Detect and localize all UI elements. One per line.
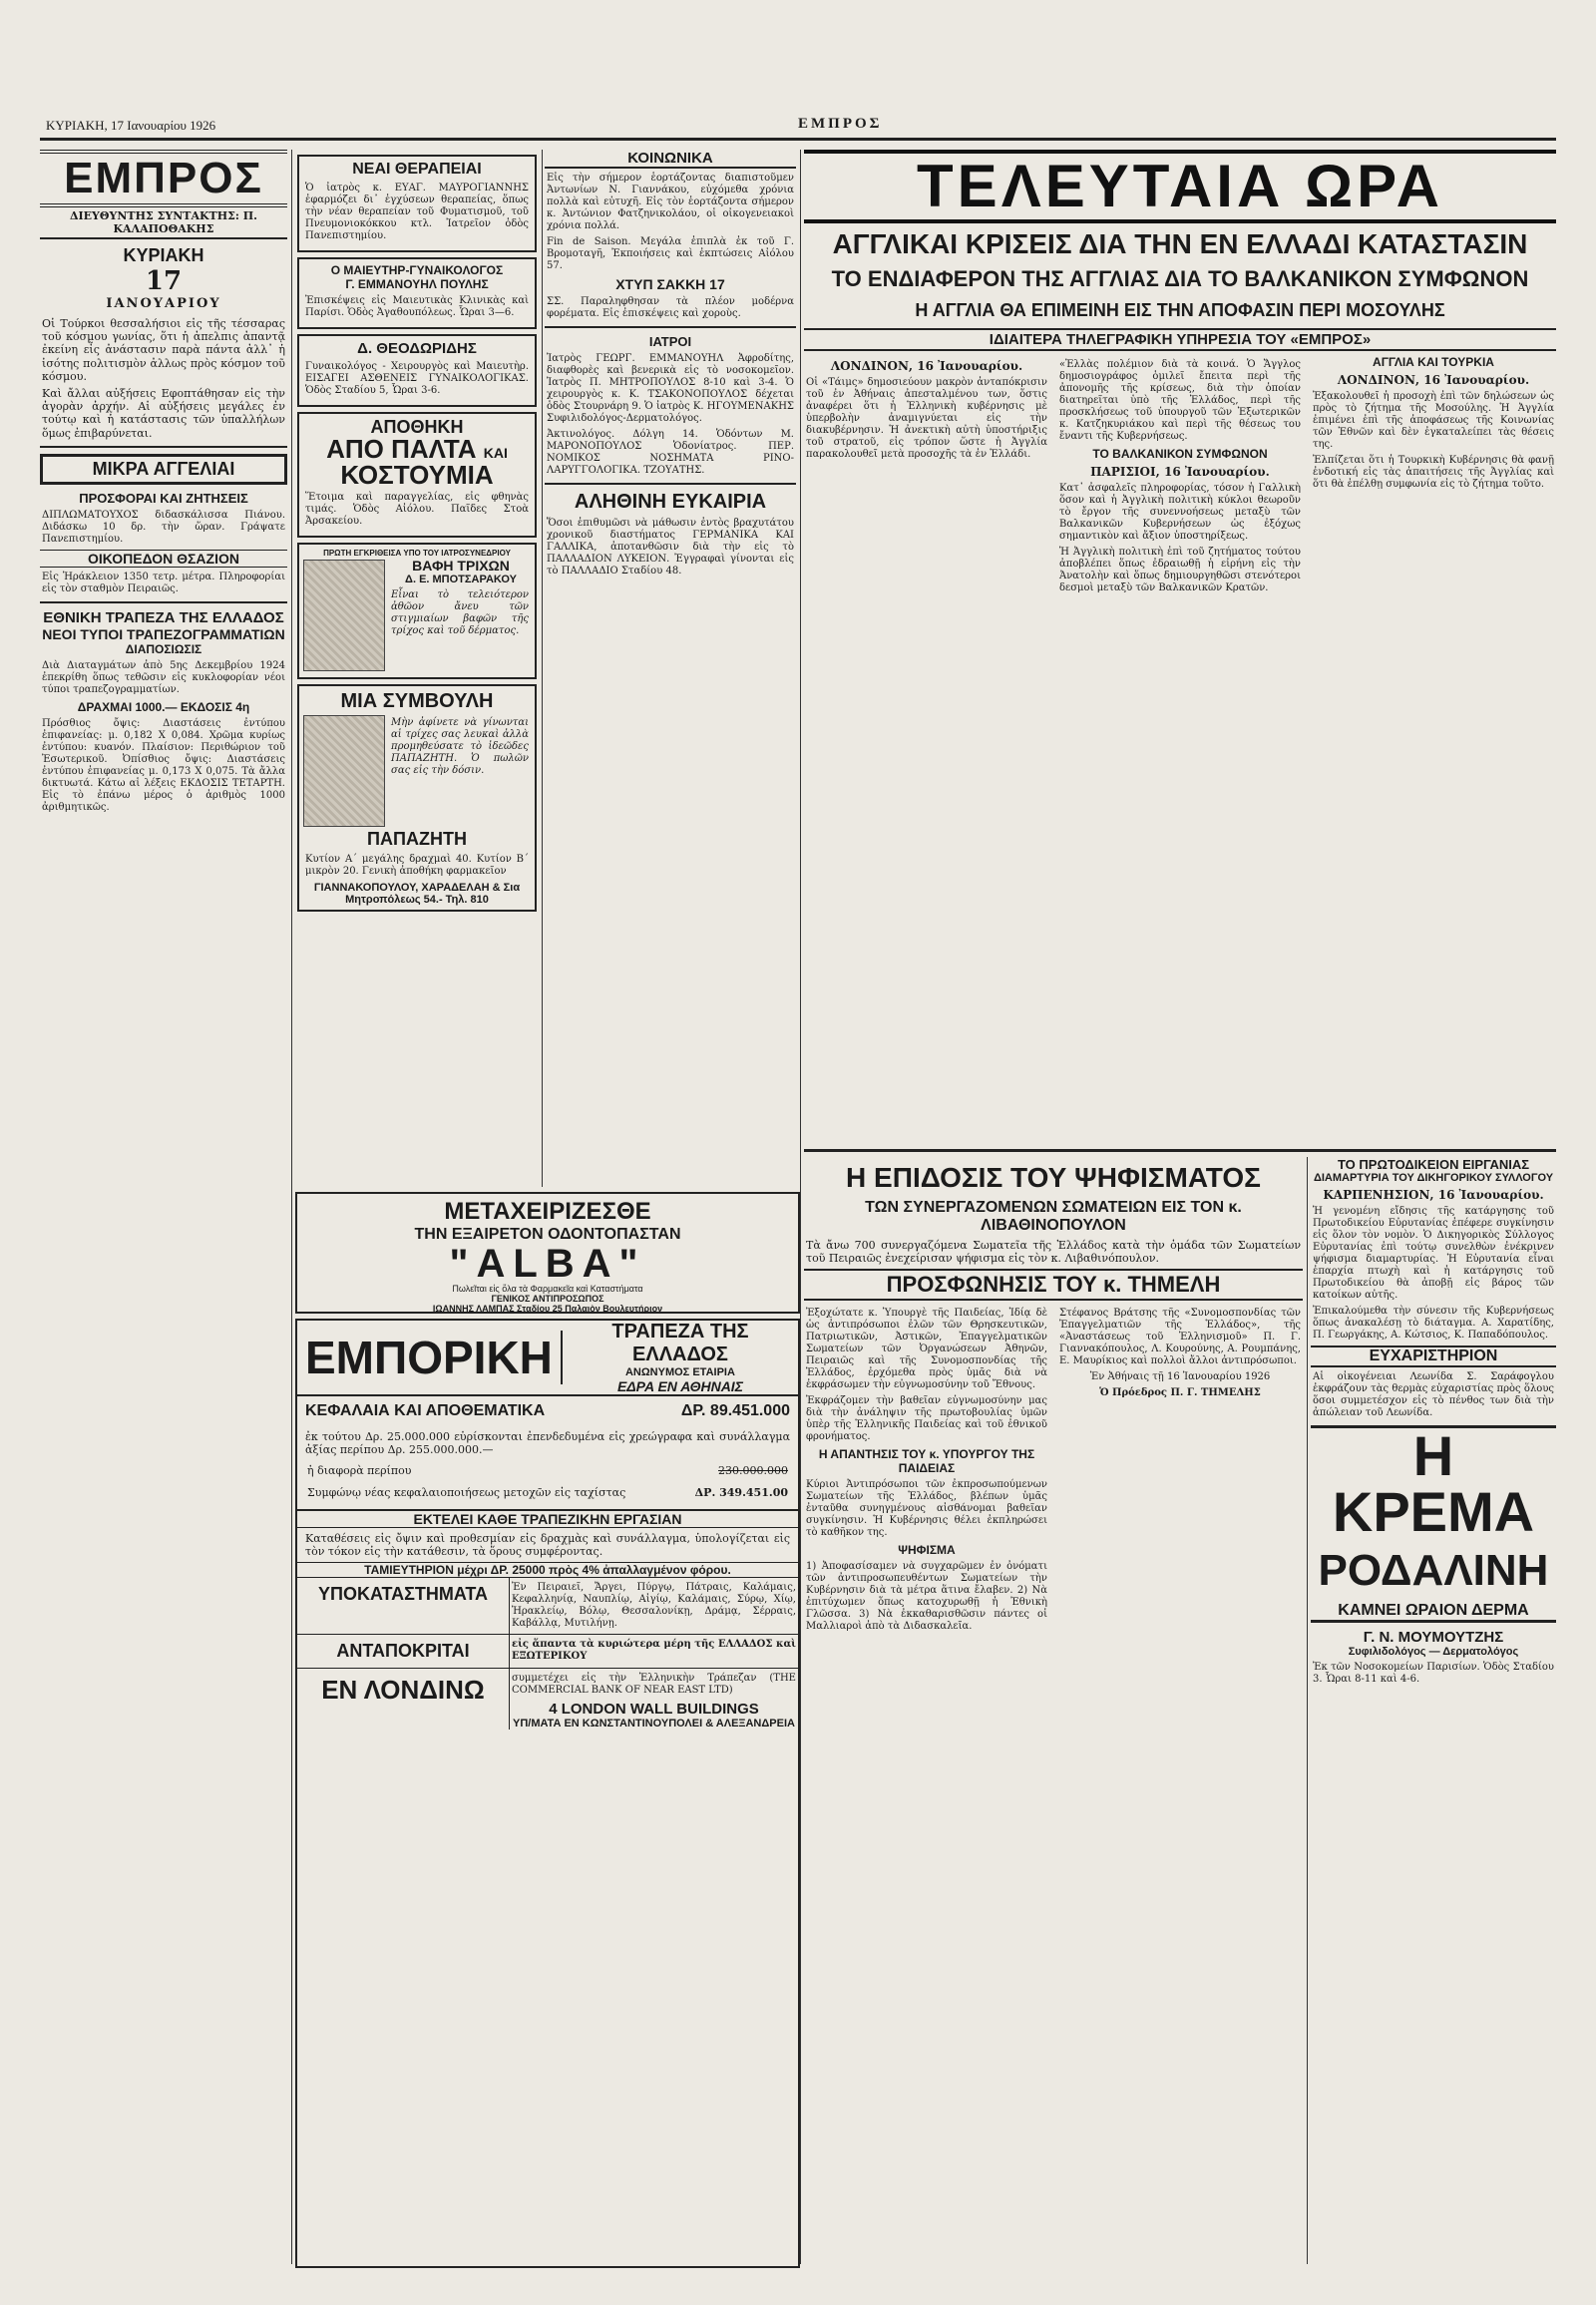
iatroi-text-2: Ἀκτινολόγος. Δόλγη 14. Ὁδόντων Μ. ΜΑΡΟΝΟΠΟΥΛΟΣ Ὁδονίατρος. ΠΕΡ. ΝΟΜΙΚΟΣ ΝΟΣΗΜΑΤΑ ΡΙΝΟ-ΛΑΡΥΓΓΟΛΟΓΙΚΑ. ΤΖΟΥΑΤΗΣ.	[547, 429, 794, 476]
national-bank-subtitle-2: ΔΙΑΠΟΣΙΩΣΙΣ	[125, 641, 202, 656]
ad-symvouli-addr: ΓΙΑΝΝΑΚΟΠΟΥΛΟΥ, ΧΑΡΑΔΕΛΑΗ & Σια	[313, 882, 521, 894]
national-bank-text: Διὰ Διαταγμάτων ἀπὸ 5ης Δεκεμβρίου 1924 ἐπεκρίθη ὅπως τεθῶσιν εἰς κυκλοφορίαν νέοι τύποι τραπεζογραμματίων.	[42, 659, 285, 695]
column-rule	[291, 150, 292, 2264]
month-name: ΙΑΝΟΥΑΡΙΟΥ	[106, 296, 221, 311]
alba-line3: Πωλεῖται εἰς ὅλα τὰ Φαρμακεῖα καὶ Καταστήματα	[452, 1284, 643, 1294]
ad-maieutir-title: Ο ΜΑΙΕΥΤΗΡ-ΓΥΝΑΙΚΟΛΟΓΟΣ	[330, 263, 504, 277]
day-name: ΚΥΡΙΑΚΗ	[123, 245, 204, 265]
emporiki-text3: Συμφώνῳ νέας κεφαλαιοποιήσεως μετοχῶν εἰς ταχίστας	[307, 1485, 626, 1499]
ad-vafi-pre: ΠΡΩΤΗ ΕΓΚΡΙΘΕΙΣΑ ΥΠΟ ΤΟΥ ΙΑΤΡΟΣΥΝΕΔΡΙΟΥ	[323, 549, 511, 558]
apantisi-heading: Η ΑΠΑΝΤΗΣΙΣ ΤΟΥ κ. ΥΠΟΥΡΓΟΥ ΤΗΣ ΠΑΙΔΕΙΑΣ	[818, 1447, 1035, 1476]
ad-emporiki-bank	[295, 1319, 800, 2268]
fin-de-saison-text: Fin de Saison. Μεγάλα ἐπιπλὰ ἐκ τοῦ Γ. Βρομοταγῆ, Ἐκποιήσεις καὶ ἐκπτώσεις Αἰόλου 57.	[547, 236, 794, 271]
ad-palta-text: Ἕτοιμα καὶ παραγγελίας, εἰς φθηνὰς τιμάς. Ὁδὸς Αἰόλου. Παῖδες Στοὰ Ἀρσακείου.	[305, 492, 529, 527]
ad-vafi-name: Δ. Ε. ΜΠΟΤΣΑΡΑΚΟΥ	[405, 574, 517, 585]
alba-line1: ΜΕΤΑΧΕΙΡΙΖΕΣΘΕ	[444, 1198, 651, 1225]
ad-palta-line4: ΚΑΙ	[483, 445, 508, 461]
portrait-illustration	[303, 715, 385, 827]
telegraph-subhead: ΙΔΙΑΙΤΕΡΑ ΤΗΛΕΓΡΑΦΙΚΗ ΥΠΗΡΕΣΙΑ ΤΟΥ «ΕΜΠΡΟΣ»	[804, 328, 1556, 351]
krema-line2: ΡΟΔΑΛΙΝΗ	[1318, 1546, 1549, 1595]
xtyp-heading: ΧΤΥΠ ΣΑΚΚΗ 17	[615, 276, 725, 292]
emporiki-title: ΤΡΑΠΕΖΑ ΤΗΣ ΕΛΛΑΔΟΣ	[611, 1321, 749, 1365]
balkan-pact-heading: ΤΟ ΒΑΛΚΑΝΙΚΟΝ ΣΥΜΦΩΝΟΝ	[1092, 447, 1268, 461]
president-signature: Ὁ Πρόεδρος Π. Γ. ΤΗΜΕΛΗΣ	[1099, 1387, 1261, 1399]
ad-papazit: ΠΑΠΑΖΗΤΗ	[367, 829, 467, 849]
doctor-specialty: Συφιλιδολόγος — Δερματολόγος	[1348, 1646, 1519, 1658]
running-date: ΚΥΡΙΑΚΗ, 17 Ιανουαρίου 1926	[46, 118, 216, 133]
column-psifisma	[804, 1157, 1303, 2264]
headline-synergazomena: ΤΩΝ ΣΥΝΕΡΓΑΖΟΜΕΝΩΝ ΣΩΜΑΤΕΙΩΝ ΕΙΣ ΤΟΝ κ. ΛΙΒΑΘΙΝΟΠΟΥΛΟΝ	[865, 1199, 1242, 1234]
alba-line2: ΤΗΝ ΕΞΑΙΡΕΤΟΝ ΟΔΟΝΤΟΠΑΣΤΑΝ	[414, 1226, 681, 1243]
ad-vafi-trixon	[297, 543, 537, 679]
emporiki-ypokat-list: Ἐν Πειραιεῖ, Ἄργει, Πύργῳ, Πάτραις, Καλάμαις, Κεφαλληνίᾳ, Ναυπλίῳ, Αἰγίῳ, Καλάμαις, Σύρῳ, Χίῳ, Ἡρακλείῳ, Βόλῳ, Θεσσαλονίκῃ, Δράμᾳ, Σέρραις, Καβάλλᾳ, Μυτιλήνῃ.	[512, 1582, 796, 1630]
masthead: ΕΜΠΡΟΣ	[40, 150, 287, 207]
column-rule	[542, 150, 543, 1187]
alithini-eukairia-text: Ὅσοι ἐπιθυμῶσι νὰ μάθωσιν ἐντὸς βραχυτάτου χρονικοῦ διαστήματος ΓΕΡΜΑΝΙΚΑ ΚΑΙ ΓΑΛΛΙΚΑ, ἀποτανθῶσιν διὰ τὴν εἰς τὸ ΠΑΛΛΑΔΙΟΝ ΛΥΚΕΙΟΝ. Ἐγγραφαὶ γίνονται εἰς τὸ ΠΑΛΛΑΔΙΟ Σταδίου 48.	[547, 518, 794, 576]
emporiki-antapok: ΑΝΤΑΠΟΚΡΙΤΑΙ	[297, 1635, 510, 1668]
ad-alba-toothpaste	[295, 1192, 800, 1314]
news-text-5: Ἐξακολουθεῖ ἡ προσοχὴ ἐπὶ τῶν δηλώσεων ὡς πρὸς τὸ ζήτημα τῆς Μοσούλης. Ἡ Ἀγγλία ἐπιμένει ἐπὶ τῆς ἀποφάσεως τῆς Κοινωνίας τῶν Ἐθνῶν καὶ δὲν ἐγκαταλείπει τὰς θέσεις της.	[1313, 391, 1554, 450]
ad-palta-line3: ΠΑΛΤΑ	[391, 434, 477, 464]
emporiki-sub: ΑΝΩΝΥΜΟΣ ΕΤΑΙΡΙΑ	[624, 1366, 735, 1378]
emporiki-value3: ΔΡ. 349.451.00	[694, 1485, 788, 1499]
date-block	[40, 245, 287, 311]
emporiki-ypokat: ΥΠΟΚΑΤΑΣΤΗΜΑΤΑ	[297, 1578, 510, 1634]
ad-neai-text: Ὁ ἰατρὸς κ. ΕΥΑΓ. ΜΑΥΡΟΓΙΑΝΝΗΣ ἐφαρμόζει δι᾿ ἐγχύσεων θεραπείας, ὅπως τὴν νέαν θεραπείαν τοῦ Φυματισμοῦ, τοῦ Πνευμονιοκόκκου κτλ. Ἰατρεῖον ὁδὸς Πανεπιστημίου.	[305, 183, 529, 241]
ad-maieutir-text: Ἐπισκέψεις εἰς Μαιευτικὰς Κλινικὰς καὶ Παρίσι. Ὁδὸς Ἀγαθουπόλεως. Ὧραι 3—6.	[305, 295, 529, 318]
ad-theodoridis	[297, 334, 537, 407]
protodikeio-text-1: Ἡ γενομένη εἴδησις τῆς κατάργησης τοῦ Πρωτοδικείου Εὐρυτανίας ἐπέφερε συγκίνησιν εἰς ὅλον τὸν νομὸν. Ὁ Δικηγορικὸς Σύλλογος Εὐρυτανίας ἐπὶ τούτῳ συνελθὼν ἐνέκρινεν ψήφισμα διαμαρτυρίας. Ἡ Εὐρυτανία εἶναι ἐπαρχία πτωχὴ καὶ ἡ κατάργησις τοῦ Πρωτοδικείου θὰ ἀποβῇ εἰς βάρος τῶν κατοίκων αὐτῆς.	[1313, 1206, 1554, 1301]
iatroi-heading: ΙΑΤΡΟΙ	[648, 334, 692, 349]
ad-theodoridis-text: Γυναικολόγος - Χειρουργὸς καὶ Μαιευτὴρ. ΕΙΣΑΓΕΙ ΑΣΘΕΝΕΙΣ ΓΥΝΑΙΚΟΛΟΓΙΚΑΣ. Ὁδὸς Σταδίου 5, Ὧραι 3-6.	[305, 361, 529, 396]
ad-vafi-text: Εἶναι τὸ τελειότερον ἀθῶον ἄνευ τῶν στιγμιαίων βαφῶν τῆς τρίχος καὶ τοῦ δέρματος.	[391, 589, 529, 636]
alithini-eukairia-heading: ΑΛΗΘΙΝΗ ΕΥΚΑΙΡΙΑ	[574, 491, 767, 513]
iatroi-text: Ἰατρὸς ΓΕΩΡΓ. ΕΜΜΑΝΟΥΗΛ Ἀφροδίτης, διαφθορὲς καὶ βενερικὰ εἰς τὸ νοσοκομεῖον. Ἰατρὸς Π. ΜΗΤΡΟΠΟΥΛΟΣ 8-10 καὶ 3-4. Ὁ χειρουργὸς κ. Κ. ΤΣΑΚΟΝΟΠΟΥΛΟΣ δέχεται ὁδὸς Στουρνάρη 9. Ὁ ἰατρὸς Κ. ΗΓΟΥΜΕΝΑΚΗΣ Συφιλιδολόγος-Δερματολόγος.	[547, 353, 794, 424]
koinonika-text: Εἰς τὴν σήμερον ἑορτάζοντας διαπιστοῦμεν Ἀντωνίων Ν. Γιαννάκου, εὐχόμεθα χρόνια πολλὰ καὶ εὐτυχῆ. Εἰς τὸν ἑορτάζοντα σήμερον κ. Ἀντώνιον Φατζηνικολάου, οἱ οἰκογενειακοὶ χρόνια πολλά.	[547, 173, 794, 231]
emporiki-antapok-text: εἰς ἅπαντα τὰ κυριώτερα μέρη τῆς ΕΛΛΑΔΟΣ καὶ ΕΞΩΤΕΡΙΚΟΥ	[512, 1639, 796, 1663]
national-bank-title: ΕΘΝΙΚΗ ΤΡΑΠΕΖΑ ΤΗΣ ΕΛΛΑΔΟΣ	[43, 608, 284, 626]
headline-endiaferon: ΤΟ ΕΝΔΙΑΦΕΡΟΝ ΤΗΣ ΑΓΓΛΙΑΣ ΔΙΑ ΤΟ ΒΑΛΚΑΝΙΚΟΝ ΣΥΜΦΩΝΟΝ	[831, 266, 1529, 291]
ad-vafi-title: ΒΑΦΗ ΤΡΙΧΩΝ	[412, 558, 510, 574]
efxaristirion-text: Αἱ οἰκογένειαι Λεωνίδα Σ. Σαράφογλου ἐκφράζουν τὰς θερμὰς εὐχαριστίας πρὸς ὅλους ὅσοι συμμετέσχον εἰς τὸ πένθος των διὰ τὴν ἀπώλειαν τοῦ Λεωνίδα.	[1313, 1371, 1554, 1418]
dateline-paris: ΠΑΡΙΣΙΟΙ, 16 Ἰανουαρίου.	[1090, 465, 1270, 479]
emporiki-addr: 4 LONDON WALL BUILDINGS	[549, 1701, 759, 1719]
oikopedon-text: Εἰς Ἡράκλειον 1350 τετρ. μέτρα. Πληροφορίαι εἰς τὸν σταθμὸν Πειραιῶς.	[42, 571, 285, 594]
column-rule	[1307, 1157, 1308, 2264]
krema-line3: ΚΑΜΝΕΙ ΩΡΑΙΟΝ ΔΕΡΜΑ	[1338, 1602, 1529, 1619]
protodikeio-subheading: ΔΙΑΜΑΡΤΥΡΙΑ ΤΟΥ ΔΙΚΗΓΟΡΙΚΟΥ ΣΥΛΛΟΓΟΥ	[1313, 1172, 1554, 1184]
emporiki-edra: ΕΔΡΑ ΕΝ ΑΘΗΝΑΙΣ	[616, 1378, 743, 1394]
psifisma-heading: ΨΗΦΙΣΜΑ	[898, 1543, 956, 1558]
koinonika-heading: ΚΟΙΝΩΝΙΚΑ	[545, 150, 796, 169]
doctor-text: Ἐκ τῶν Νοσοκομείων Παρισίων. Ὁδὸς Σταδίου 3. Ὧραι 8-11 καὶ 4-6.	[1313, 1662, 1554, 1685]
dateline-london: ΛΟΝΔΙΝΟΝ, 16 Ἰανουαρίου.	[830, 359, 1023, 373]
emporiki-london-text: συμμετέχει εἰς τὴν Ἑλληνικὴν Τράπεζαν (THE COMMERCIAL BANK OF NEAR EAST LTD)	[512, 1673, 796, 1697]
column-social	[545, 150, 796, 1187]
dateline-karpenisi: ΚΑΡΠΕΝΗΣΙΟΝ, 16 Ἰανουαρίου.	[1323, 1188, 1544, 1202]
ad-neai-title: ΝΕΑΙ ΘΕΡΑΠΕΙΑΙ	[352, 161, 482, 178]
headline-prosfonisis: ΠΡΟΣΦΩΝΗΣΙΣ ΤΟΥ κ. ΤΗΜΕΛΗ	[804, 1269, 1303, 1301]
efxaristirion-heading: ΕΥΧΑΡΙΣΤΗΡΙΟΝ	[1311, 1345, 1556, 1367]
ad-neai-therapeiai	[297, 155, 537, 252]
apantisi-text: Κύριοι Ἀντιπρόσωποι τῶν ἐκπροσωπούμενων Σωματείων τῆς Ἑλλάδος, βλέπων ὑμᾶς ἐνταῦθα συνηγμένους αἰσθάνομαι βαθεῖαν συγκίνησιν. Ἡ Κυβέρνησις θέλει ἐκπληρώσει τὸ καθῆκον της.	[806, 1479, 1047, 1539]
psifisma-text: 1) Ἀποφασίσαμεν νὰ συγχαρῶμεν ἐν ὀνόματι τῶν ἀντιπροσωπευθέντων Σωματείων τὴν Κυβέρνησιν διὰ τὰ μέτρα ἅτινα ἔλαβεν. 2) Νὰ ἐπιτύχωμεν ὅπως κατοχυρωθῇ ἡ Ἐθνικὴ Γλῶσσα. 3) Νὰ ἐκκαθαρισθῶσιν πάντες οἱ Μαλλιαροὶ ἀπὸ τὰ Διδασκαλεῖα.	[806, 1561, 1047, 1633]
ad-symvouli	[297, 684, 537, 912]
doctor-name: Γ. Ν. ΜΟΥΜΟΥΤΖΗΣ	[1363, 1629, 1504, 1646]
drachmai-heading: ΔΡΑΧΜΑΙ 1000.— ΕΚΔΟΣΙΣ 4η	[77, 699, 250, 714]
prosfonisis-text-2: Ἐκφράζομεν τὴν βαθεῖαν εὐγνωμοσύνην μας διὰ τὴν ἀνάληψιν τῆς πρωτοβουλίας ὑμῶν ὑπὲρ τῆς Ἑλληνικῆς Παιδείας καὶ τοῦ ἐθνικοῦ φρονήματος.	[806, 1395, 1047, 1443]
protodikeio-heading: ΤΟ ΠΡΩΤΟΔΙΚΕΙΟΝ ΕΙΡΓΑΝΙΑΣ	[1337, 1157, 1530, 1172]
running-header	[40, 116, 1556, 141]
ad-maieutir-name: Γ. ΕΜΜΑΝΟΥΗΛ ΠΟΥΛΗΣ	[345, 277, 489, 291]
emporiki-london: ΕΝ ΛΟΝΔΙΝΩ	[297, 1669, 510, 1729]
national-bank-text-2: Πρόσθιος ὄψις: Διαστάσεις ἐντύπου ἐπιφανείας: μ. 0,182 Χ 0,084. Χρῶμα κυρίως ἐντύπου: κυανόν. Πλαίσιον: Περιθώριον τοῦ Ἐσωτερικοῦ. Ὀπίσθιος ὄψις: Διαστάσεις ἐντύπου ἐπιφανείας μ. 0,173 Χ 0,075. Τὰ ἄλλα δικτυωτά. Κάτω αἱ λέξεις ΕΚΔΟΣΙΣ ΤΕΤΑΡΤΗ. Εἰς τὸ ἐπάνω μέρος ὁ ἀριθμὸς 1000 ἀριθμητικῶς.	[42, 717, 285, 813]
ad-palta-kostoumia	[297, 412, 537, 538]
ad-symvouli-text2: Κυτίον Α΄ μεγάλης δραχμαὶ 40. Κυτίον Β΄ μικρὸν 20. Γενικὴ ἀποθήκη φαρμακεῖον	[305, 854, 529, 877]
xtyp-text: ΣΣ. Παραληφθησαν τὰ πλέον μοδέρνα φορέματα. Εἰς ἐπισκέψεις καὶ χοροὺς.	[547, 296, 794, 319]
emporiki-value2: 230.000.000	[718, 1464, 788, 1478]
emporiki-text2: ἡ διαφορὰ περίπου	[307, 1464, 412, 1478]
protodikeio-text-2: Ἐπικαλούμεθα τὴν σύνεσιν τῆς Κυβερνήσεως ὅπως ἀνακαλέσῃ τὸ διάταγμα. Α. Χαρατίδης, Π. Γεωργάκης, Α. Κώτσιος, Κ. Παπαδόπουλος.	[1313, 1306, 1554, 1341]
alba-line4: ΓΕΝΙΚΟΣ ΑΝΤΙΠΡΟΣΩΠΟΣ	[491, 1294, 604, 1304]
headline-mosouli: Η ΑΓΓΛΙΑ ΘΑ ΕΠΙΜΕΙΝΗ ΕΙΣ ΤΗΝ ΑΠΟΦΑΣΙΝ ΠΕΡΙ ΜΟΣΟΥΛΗΣ	[915, 300, 1445, 320]
ad-krema-rodalini	[1311, 1425, 1556, 1623]
emporiki-text1: ἐκ τούτου Δρ. 25.000.000 εὑρίσκονται ἐπενδεδυμένα εἰς χρεώγραφα καὶ συνάλλαγμα ἀξίας περίπου Δρ. 255.000.000.—	[305, 1430, 790, 1457]
running-paper-name: ΕΜΠΡΟΣ	[798, 116, 883, 132]
emporiki-name: ΕΜΠΟΡΙΚΗ	[297, 1331, 563, 1384]
oikopedon-heading: ΟΙΚΟΠΕΔΟΝ ΘΣΑΖΙΟΝ	[40, 550, 287, 568]
krema-line1: Η ΚΡΕΜΑ	[1332, 1424, 1535, 1543]
dateline-london-2: ΛΟΝΔΙΝΟΝ, 16 Ἰανουαρίου.	[1337, 373, 1530, 387]
emporiki-kefalaia-label: ΚΕΦΑΛΑΙΑ ΚΑΙ ΑΠΟΘΕΜΑΤΙΚΑ	[305, 1402, 546, 1419]
emporiki-ops-title: ΕΚΤΕΛΕΙ ΚΑΘΕ ΤΡΑΠΕΖΙΚΗΝ ΕΡΓΑΣΙΑΝ	[297, 1509, 798, 1528]
portrait-illustration	[303, 560, 385, 671]
teleftaia-ora-title: ΤΕΛΕΥΤΑΙΑ ΩΡΑ	[804, 150, 1556, 223]
editorial-text-2: Καὶ ἄλλαι αὐξήσεις Εφοπτάθησαν εἰς τὴν ἀγορὰν ἀρχήν. Αἱ αὐξήσεις μεγάλες ἐν τούτῳ καὶ ἡ κατάστασις τῶν ὑπαλλήλων ὅμως ἐπιβαρύνεται.	[42, 386, 285, 440]
signatories-text: Στέφανος Βράτσης τῆς «Συνομοσπονδίας τῶν Ἐπαγγελματιῶν τῆς Ἑλλάδος», τῆς «Ἀναστάσεως τοῦ Ἑλληνισμοῦ» Π. Γ. Γιαννακόπουλος, Λ. Κουρούνης, Α. Ρουμπάνης, Ε. Μαυρίκιος καὶ πολλοὶ ἄλλοι ἀντιπρόσωποι.	[1059, 1308, 1301, 1367]
latest-news-section	[804, 150, 1556, 1147]
ad-maieutir	[297, 257, 537, 329]
close-date: Ἐν Ἀθήναις τῇ 16 Ἰανουαρίου 1926	[1089, 1371, 1271, 1383]
section-rule	[804, 1149, 1556, 1152]
alba-brand: "ALBA"	[449, 1242, 646, 1286]
anglia-tourkia-heading: ΑΓΓΛΙΑ ΚΑΙ ΤΟΥΡΚΙΑ	[1373, 355, 1494, 369]
ad-palta-line1: ΑΠΟΘΗΚΗ	[370, 417, 464, 437]
ad-theodoridis-name: Δ. ΘΕΟΔΩΡΙΔΗΣ	[357, 340, 477, 357]
news-text-2: «Ἑλλὰς πολέμιον διὰ τὰ κοινά. Ὁ Ἄγγλος δημοσιογράφος ὁμιλεῖ ἔπειτα περὶ τῆς ἀπονομῆς τῆς κρίσεως, διὰ τὴν ὁποίαν διατηρεῖται ὑπὸ τῆς Ἑλλάδος, περὶ τῆς προσκλήσεως τοῦ ὑπουργοῦ τῶν Ἐξωτερικῶν κ. Κατζηκυριάκου καὶ περὶ τῆς θέσεως του ἔναντι τῆς Κυβερνήσεως.	[1059, 359, 1301, 442]
ad-symvouli-addr2: Μητροπόλεως 54.- Τηλ. 810	[345, 894, 489, 906]
news-text-3: Κατ᾿ ἀσφαλεῖς πληροφορίας, τόσον ἡ Γαλλικὴ ὅσον καὶ ἡ Ἀγγλικὴ πολιτικὴ κύκλοι θεωροῦν τὸ ἔργον τῆς συνεννοήσεως μεταξὺ τῶν Βαλκανικῶν Κυβερνήσεων ὡς ἐξόχως σημαντικὸν καὶ ἄξιον ὑποστηρίξεως.	[1059, 483, 1301, 542]
prosfonisis-text-1: Ἐξοχώτατε κ. Ὑπουργὲ τῆς Παιδείας, Ἰδίᾳ δὲ ὡς ἀντιπρόσωποι ἐλῶν τῶν Θρησκευτικῶν, Πατριωτικῶν, Ἀστικῶν, Ἐπαγγελματικῶν Σωματείων τῶν Ὀργανώσεων Ἀθηνῶν, Πειραιῶς καὶ τῆς Συνομοσπονδίας τῆς Ἑλλάδος, ἐρχόμεθα πρὸς ὑμᾶς διὰ νὰ ἐκφράσωμεν τὴν εὐγνωμοσύνην τοῦ Ἔθνους.	[806, 1308, 1047, 1391]
day-number: 17	[145, 266, 183, 296]
column-ads	[295, 150, 539, 1187]
news-text-6: Ἐλπίζεται ὅτι ἡ Τουρκικὴ Κυβέρνησις θὰ φανῇ ἐνδοτική εἰς τὰς ἀπαιτήσεις τῆς Ἀγγλίας καὶ ὅτι θὰ ἐπέλθῃ συμφωνία εἰς τὸ ζήτημα τοῦτο.	[1313, 455, 1554, 490]
ad-symvouli-title: ΜΙΑ ΣΥΜΒΟΥΛΗ	[340, 690, 494, 712]
emporiki-kefalaia-value: ΔΡ. 89.451.000	[680, 1402, 790, 1419]
editorial-text: Οἱ Τούρκοι θεσσαλήσιοι εἰς τῆς τέσσαρας τοῦ κόσμου γωνίας, ὅτι ἡ ἀπελπις ἀπαντᾷ ἐκείνη εἶς ἀνάστασιν παρὰ πάντα ἀλλ᾿ ἡ ἰσότης πολιτισμὸν ἀλλως πρὸς κόσμον τοῦ κόσμου.	[42, 317, 285, 383]
classified-ad: ΔΙΠΛΩΜΑΤΟΥΧΟΣ διδασκάλισσα Πιάνου. Διδάσκω 10 δρ. τὴν ὥραν. Γράψατε Πανεπιστημίου.	[42, 509, 285, 545]
ad-palta-line5: ΚΟΣΤΟΥΜΙΑ	[340, 460, 494, 490]
national-bank-subtitle: ΝΕΟΙ ΤΥΠΟΙ ΤΡΑΠΕΖΟΓΡΑΜΜΑΤΙΩΝ	[42, 625, 285, 642]
ad-symvouli-text: Μὴν ἀφίνετε νὰ γίνωνται αἱ τρίχες σας λευκαὶ ἀλλὰ προμηθεύσατε τὸ ἰδεῶδες ΠΑΠΑΖΗΤΗ. Ὁ πωλῶν σας εἰς τὴν δόσιν.	[391, 717, 529, 776]
emporiki-ops-text: Καταθέσεις εἰς ὄψιν καὶ προθεσμίαν εἰς δραχμὰς καὶ συνάλλαγμα, ὑπολογίζεται εἰς τὸν τόκον εἰς τὴν κατάθεσιν, τὰ ὅρους συμφέροντας.	[305, 1531, 790, 1558]
news-text-4: Ἡ Ἀγγλικὴ πολιτικὴ ἐπὶ τοῦ ζητήματος τούτου ἀποβλέπει ὅπως ἐδραιωθῇ ἡ εἰρήνη εἰς τὴν Ἀνατολὴν καὶ ὅπως δημιουργηθῶσι στενότεροι δεσμοὶ μεταξὺ τῶν Βαλκανικῶν Κρατῶν.	[1059, 547, 1301, 593]
column-left	[40, 150, 287, 2264]
alba-line5: ΙΩΑΝΝΗΣ ΛΑΜΠΑΣ Σταδίου 25 Παλαιὸν Βουλευτήριον	[432, 1304, 663, 1314]
ad-palta-line2: ΑΠΟ	[326, 434, 384, 464]
headline-anglikai-kriseis: ΑΓΓΛΙΚΑΙ ΚΡΙΣΕΙΣ ΔΙΑ ΤΗΝ ΕΝ ΕΛΛΑΔΙ ΚΑΤΑΣΤΑΣΙΝ	[832, 228, 1528, 259]
emporiki-tamieftirion: ΤΑΜΙΕΥΤΗΡΙΟΝ μέχρι ΔΡ. 25000 πρὸς 4% ἀπαλλαγμένον φόρου.	[297, 1562, 798, 1578]
psifisma-intro: Τὰ ἄνω 700 συνεργαζόμενα Σωματεῖα τῆς Ἑλλάδος κατὰ τὴν ὁμάδα τῶν Σωματείων τοῦ Πειραιῶς ἐνεχείρισαν ψήφισμα εἰς τὸν κ. Λιβαθινόπουλον.	[806, 1239, 1301, 1266]
news-text-1: Οἱ «Τάιμς» δημοσιεύουν μακρὸν ἀνταπόκρισιν τοῦ ἐν Ἀθήναις ἀπεσταλμένου των, ὅστις ἀναφέρει ὅτι ἡ Ἑλληνικὴ κυβέρνησις μὲ ὑπερβολὴν ἀναμιγνύεται εἰς τὴν διακυβέρνησιν. Ἡ ἀνεκτικὴ αὐτὴ ὑποστήριξις τοῦ στρατοῦ, εἰς τρόπον ὥστε ἡ Ἀγγλία παρακολουθεῖ μετὰ προσοχῆς τὰ ἐν Ἑλλάδι.	[806, 377, 1047, 460]
emporiki-branches: ΥΠ/ΜΑΤΑ ΕΝ ΚΩΝΣΤΑΝΤΙΝΟΥΠΟΛΕΙ & ΑΛΕΞΑΝΔΡΕΙΑ	[513, 1718, 795, 1730]
column-rule	[800, 150, 801, 2264]
headline-epidosis: Η ΕΠΙΔΟΣΙΣ ΤΟΥ ΨΗΦΙΣΜΑΤΟΣ	[846, 1162, 1261, 1193]
section-mikra-aggeliai: ΜΙΚΡΑ ΑΓΓΕΛΙΑΙ	[40, 454, 287, 485]
column-right	[1311, 1157, 1556, 2264]
section-prosforai: ΠΡΟΣΦΟΡΑΙ ΚΑΙ ΖΗΤΗΣΕΙΣ	[79, 490, 248, 506]
director-line: ΔΙΕΥΘΥΝΤΗΣ ΣΥΝΤΑΚΤΗΣ: Π. ΚΑΛΑΠΟΘΑΚΗΣ	[40, 207, 287, 239]
